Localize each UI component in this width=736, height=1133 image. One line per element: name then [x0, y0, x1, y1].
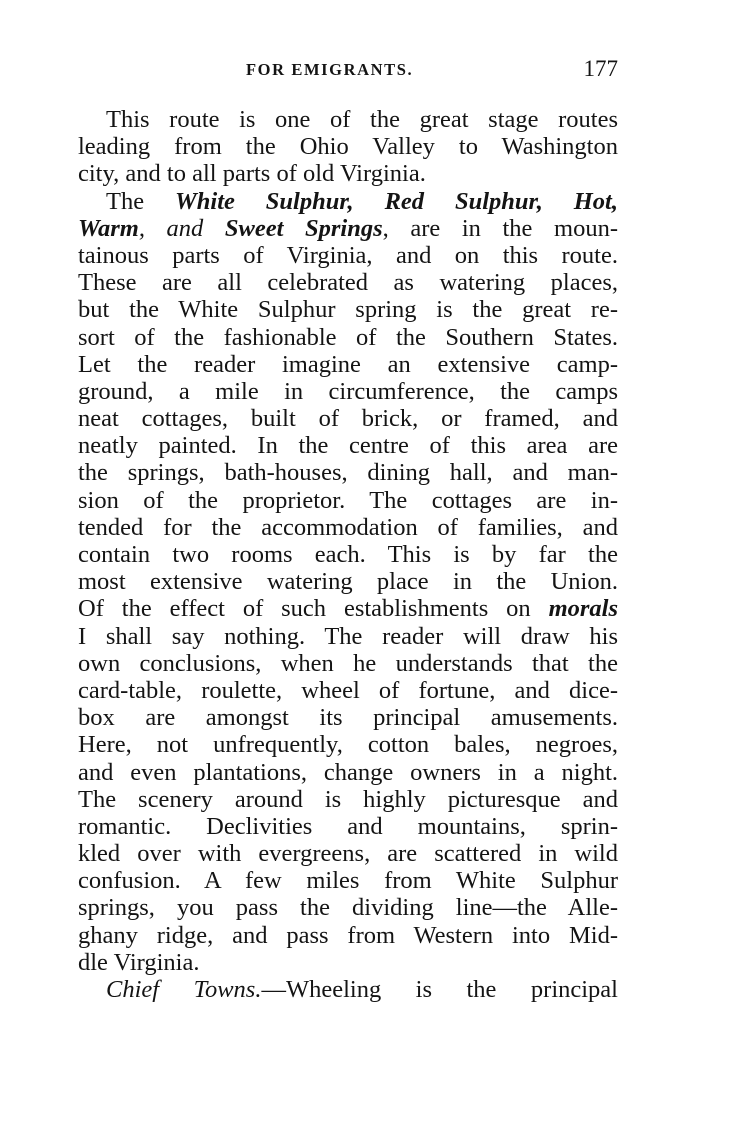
emphasis-morals: morals	[548, 595, 618, 623]
text-line: romantic. Declivities and mountains, sprin-	[78, 812, 618, 840]
text-line: own conclusions, when he understands that the	[78, 649, 618, 677]
text-line: The scenery around is highly picturesque and	[78, 785, 618, 813]
section-heading-chief-towns: Chief Towns.	[106, 976, 262, 1003]
text-line: This route is one of the great stage routes	[106, 106, 618, 133]
text-line: springs, you pass the dividing line—the Alle-	[78, 894, 618, 922]
text-run: Of the effect of such establishments on	[78, 595, 549, 623]
running-title: FOR EMIGRANTS.	[246, 60, 414, 79]
text-line: the springs, bath-houses, dining hall, and man-	[78, 459, 618, 487]
text-line: leading from the Ohio Valley to Washington	[78, 133, 618, 161]
text-line: kled over with evergreens, are scattered in wild	[78, 840, 618, 868]
spring-name-white-sulphur: White Sulphur,	[175, 187, 385, 215]
text-line: most extensive watering place in the Union.	[78, 568, 618, 596]
text-line: tended for the accommodation of families, and	[78, 513, 618, 541]
text-line: sort of the fashionable of the Southern States.	[78, 323, 618, 351]
spring-name-red-sulphur: Red Sulphur,	[384, 187, 574, 215]
page-number: 177	[583, 56, 618, 81]
text-line: ground, a mile in circumference, the camps	[78, 377, 618, 405]
text-line: Let the reader imagine an extensive camp-	[78, 350, 618, 378]
text-line	[78, 188, 618, 215]
text-line: and even plantations, change owners in a night.	[78, 758, 618, 786]
text-line: Here, not unfrequently, cotton bales, negroes,	[78, 731, 618, 759]
text-line: but the White Sulphur spring is the great re-	[78, 296, 618, 324]
text-run: —Wheeling is the principal	[261, 976, 618, 1003]
text-run: , are in the moun-	[382, 214, 618, 242]
text-line	[78, 976, 618, 1003]
text-line: sion of the proprietor. The cottages are in-	[78, 486, 618, 514]
spring-name-sweet: Sweet Springs	[224, 214, 383, 242]
book-page	[78, 0, 618, 1133]
text-line	[78, 595, 618, 622]
text-line: These are all celebrated as watering places,	[78, 269, 618, 297]
text-line: dle Virginia.	[78, 948, 200, 976]
text-run: , and	[138, 214, 225, 242]
running-head	[78, 58, 618, 82]
spring-name-warm: Warm	[78, 214, 139, 242]
text-line	[78, 215, 618, 242]
text-run: The	[106, 187, 175, 215]
spring-name-hot: Hot,	[573, 187, 618, 215]
text-line: neat cottages, built of brick, or framed, and	[78, 405, 618, 433]
text-line: ghany ridge, and pass from Western into Mid-	[78, 921, 618, 949]
body-text	[78, 106, 618, 1003]
text-line: neatly painted. In the centre of this area are	[78, 432, 618, 460]
text-line: box are amongst its principal amusements.	[78, 704, 618, 732]
text-line: confusion. A few miles from White Sulphur	[78, 867, 618, 895]
text-line: contain two rooms each. This is by far the	[78, 541, 618, 568]
text-line: tainous parts of Virginia, and on this route.	[78, 241, 618, 269]
text-line: card-table, roulette, wheel of fortune, and dice-	[78, 676, 618, 704]
text-line: city, and to all parts of old Virginia.	[78, 160, 426, 188]
text-line: I shall say nothing. The reader will draw his	[78, 622, 618, 650]
